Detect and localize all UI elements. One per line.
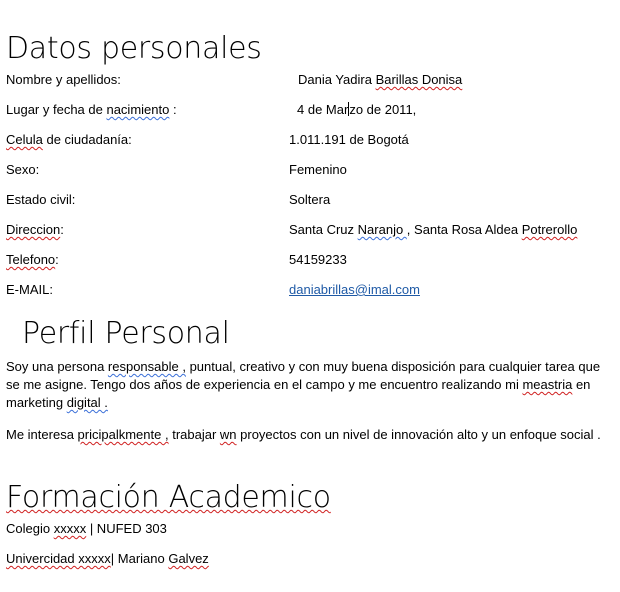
value-celula: 1.011.191 de Bogotá	[289, 132, 409, 147]
value-telefono: 54159233	[289, 252, 347, 267]
label-direccion-b: :	[60, 222, 64, 237]
colegio-c: | NUFED 303	[86, 521, 167, 536]
row-email	[6, 280, 606, 300]
label-celula-b: de ciudadanía:	[42, 132, 132, 147]
perfil-1-d: meastria	[522, 377, 573, 392]
row-lugar-fecha	[6, 100, 606, 120]
label-nombre: Nombre y apellidos:	[6, 72, 121, 87]
row-estado-civil	[6, 190, 606, 210]
row-nombre	[6, 70, 606, 90]
heading-formacion-text: Formación Academico	[6, 480, 331, 515]
email-link[interactable]: daniabrillas@imal.com	[289, 282, 420, 297]
perfil-1-f: digital .	[66, 395, 108, 410]
value-lugar-fecha	[297, 100, 416, 120]
label-lugar-fecha	[6, 100, 177, 120]
label-telefono	[6, 250, 59, 270]
paragraph-perfil-2	[6, 426, 606, 444]
value-estado-civil: Soltera	[289, 192, 331, 207]
row-colegio	[6, 519, 606, 539]
heading-formacion-academico	[6, 481, 331, 515]
row-direccion	[6, 220, 606, 240]
perfil-2-c: trabajar	[168, 427, 220, 442]
value-direccion-d: Potrerollo	[521, 222, 578, 237]
value-direccion-a: Santa Cruz	[289, 222, 358, 237]
row-sexo	[6, 160, 606, 180]
univercidad-c: Galvez	[168, 551, 209, 566]
label-direccion	[6, 220, 64, 240]
paragraph-perfil-1	[6, 358, 606, 412]
row-celula	[6, 130, 606, 150]
row-telefono	[6, 250, 606, 270]
colegio-a: Colegio	[6, 521, 54, 536]
value-nombre-last: Barillas Donisa	[375, 72, 463, 87]
value-fecha-b: zo de 2011,	[349, 102, 417, 117]
perfil-1-b: responsable ,	[107, 359, 186, 374]
value-fecha-a: 4 de Mar	[297, 102, 349, 117]
heading-datos-personales: Datos personales	[6, 31, 262, 66]
perfil-2-e: proyectos con un nivel de innovación alto y un enfoque social .	[236, 427, 601, 442]
label-telefono-b: :	[55, 252, 59, 267]
label-sexo: Sexo:	[6, 162, 40, 177]
value-nombre-first: Dania Yadira	[298, 72, 376, 87]
label-lugar-fecha-c: :	[169, 102, 177, 117]
value-direccion	[289, 220, 577, 240]
label-celula	[6, 130, 132, 150]
value-nombre	[298, 70, 462, 90]
value-direccion-c: , Santa Rosa Aldea	[406, 222, 522, 237]
value-sexo: Femenino	[289, 162, 347, 177]
label-lugar-fecha-b: nacimiento	[106, 102, 170, 117]
label-email: E-MAIL:	[6, 282, 53, 297]
colegio-b: xxxxx	[53, 521, 87, 536]
perfil-1-a: Soy una persona	[6, 359, 108, 374]
heading-perfil-personal: Perfil Personal	[22, 316, 230, 351]
perfil-1-c: puntual, creativo y con muy buena disposición para cualquier tarea que se me asigne. Tengo dos años de experiencia en el campo y me encuentro realizando mi	[6, 359, 601, 392]
line-colegio	[6, 519, 167, 539]
perfil-2-b: pricipalkmente ,	[77, 427, 169, 442]
label-telefono-a: Telefono	[6, 252, 56, 267]
row-univercidad	[6, 549, 606, 569]
perfil-2-d: wn	[219, 427, 237, 442]
perfil-1-e: en marketing	[6, 377, 591, 410]
label-direccion-a: Direccion	[6, 222, 61, 237]
label-estado-civil: Estado civil:	[6, 192, 76, 207]
label-lugar-fecha-a: Lugar y fecha de	[6, 102, 107, 117]
univercidad-a: Univercidad xxxxx	[6, 551, 111, 566]
univercidad-b: | Mariano	[110, 551, 169, 566]
value-direccion-b: Naranjo	[357, 222, 407, 237]
perfil-2-a: Me interesa	[6, 427, 78, 442]
line-univercidad	[6, 549, 209, 569]
label-celula-a: Celula	[6, 132, 43, 147]
